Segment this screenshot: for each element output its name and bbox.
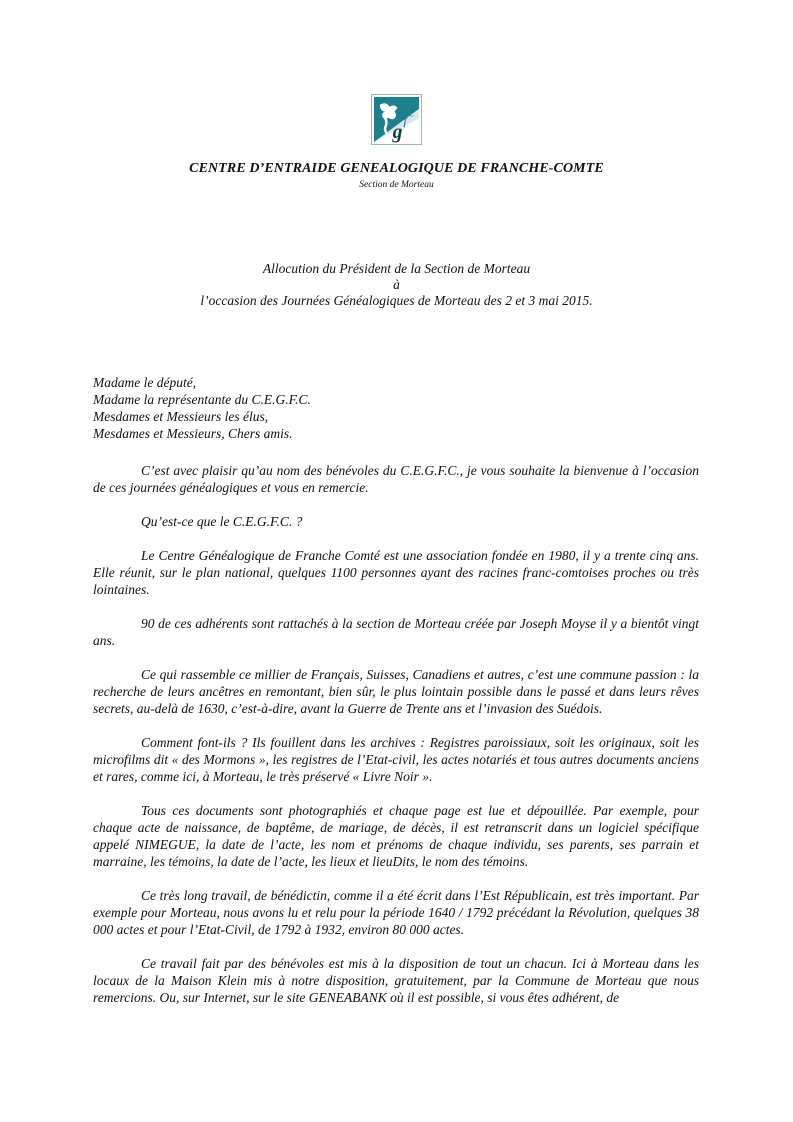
salutation-line: Mesdames et Messieurs les élus, <box>93 409 269 424</box>
paragraph-association: Le Centre Généalogique de Franche Comté est une association fondée en 1980, il y a trente cinq ans. Elle réunit, sur le plan national, quelques 1100 personnes ayant des racines franc-comtoises proches ou très lointaines. <box>93 548 699 597</box>
svg-text:c: c <box>409 106 415 120</box>
paragraph-documents: Tous ces documents sont photographiés et chaque page est lue et dépouillée. Par exemple, pour chaque acte de naissance, de baptême, de mariage, de décès, il est retranscrit dans un logiciel spécifique appelé NIMEGUE, la date de l’acte, les nom et prénoms de chaque individu, ses parents, ses parrain et marraine, les témoins, la date de l’acte, les lieux et lieuDits, le nom des témoins. <box>93 803 699 869</box>
speech-headline <box>0 261 793 309</box>
paragraph-work: Ce très long travail, de bénédictin, comme il a été écrit dans l’Est Républicain, est très important. Par exemple pour Morteau, nous avons lu et relu pour la période 1640 / 1792 précédant la Révolution, quelques 38 000 actes et pour l’Etat-Civil, de 1792 à 1932, environ 80 000 actes. <box>93 888 699 937</box>
organization-title: CENTRE D’ENTRAIDE GENEALOGIQUE DE FRANCHE-COMTE <box>189 161 604 176</box>
svg-text:f: f <box>403 112 408 128</box>
paragraph-passion: Ce qui rassemble ce millier de Français, Suisses, Canadiens et autres, c’est une commune passion : la recherche de leurs ancêtres en remontant, bien sûr, le plus lointain possible dans le passé et dans leurs rêves secrets, au-delà de 1630, c’est-à-dire, avant la Guerre de Trente ans et l’invasion des Suédois. <box>93 667 699 716</box>
paragraph-availability: Ce travail fait par des bénévoles est mis à la disposition de tout un chacun. Ici à Morteau dans les locaux de la Maison Klein mis à notre disposition, gratuitement, par la Commune de Morteau que nous remercions. Ou, sur Internet, sur le site GENEABANK où il est possible, si vous êtes adhérent, de <box>93 956 699 1005</box>
headline-line-3: l’occasion des Journées Généalogiques de Morteau des 2 et 3 mai 2015. <box>200 293 593 308</box>
paragraph-welcome: C’est avec plaisir qu’au nom des bénévoles du C.E.G.F.C., je vous souhaite la bienvenue à l’occasion de ces journées généalogiques et vous en remercie. <box>93 463 699 495</box>
headline-line-2: à <box>393 277 400 292</box>
headline-line-1: Allocution du Président de la Section de Morteau <box>262 261 531 276</box>
svg-text:g: g <box>392 122 403 144</box>
paragraph-question: Qu’est-ce que le C.E.G.F.C. ? <box>141 514 303 529</box>
paragraph-archives: Comment font-ils ? Ils fouillent dans les archives : Registres paroissiaux, soit les originaux, soit les microfilms dit « des Mormons », les registres de l’Etat-civil, les actes notariés et tous autres documents anciens et rares, comme ici, à Morteau, le très préservé « Livre Noir ». <box>93 735 699 784</box>
salutation-line: Madame le député, <box>93 375 197 390</box>
salutation-block <box>93 374 311 442</box>
speech-body <box>93 462 699 1023</box>
salutation-line: Mesdames et Messieurs, Chers amis. <box>93 426 293 441</box>
paragraph-members: 90 de ces adhérents sont rattachés à la section de Morteau créée par Joseph Moyse il y a bientôt vingt ans. <box>93 616 699 648</box>
organization-subtitle: Section de Morteau <box>359 180 434 190</box>
cegfc-logo-icon <box>371 94 422 145</box>
salutation-line: Madame la représentante du C.E.G.F.C. <box>93 392 311 407</box>
